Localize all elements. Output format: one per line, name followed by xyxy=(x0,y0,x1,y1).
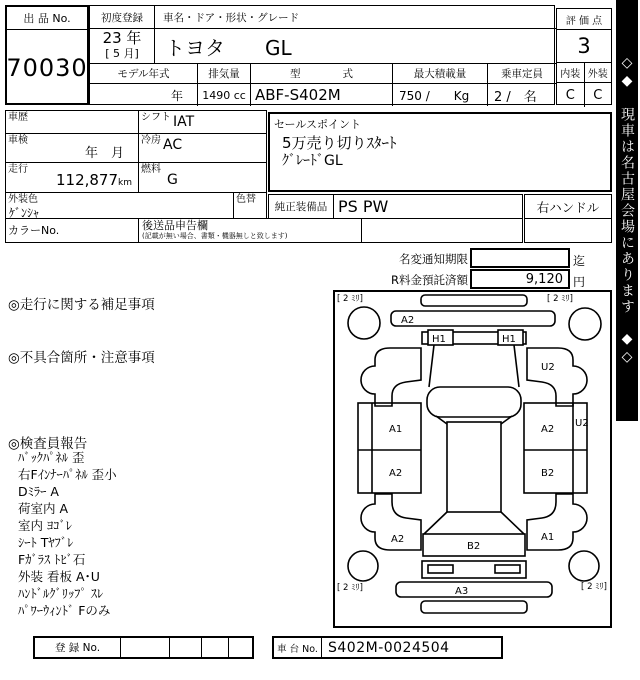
tail-light-left-shape xyxy=(428,565,453,573)
name-change-box xyxy=(470,248,570,268)
color-change-label: 色替 xyxy=(236,194,256,205)
fuel-label: 燃料 xyxy=(141,164,161,175)
ext-color-cell xyxy=(5,192,234,219)
damage-label-door-right-top: A2 xyxy=(541,424,555,435)
inspector-item: 右Fｲﾝﾅｰﾊﾟﾈﾙ 歪小 xyxy=(18,467,117,482)
history-label: 車歴 xyxy=(8,112,28,123)
inspector-item: 外装 看板 A･U xyxy=(18,569,100,584)
name-change-label: 名変通知期限 xyxy=(399,252,468,266)
wheel-front-left-icon xyxy=(348,307,380,339)
front-fender-right-shape xyxy=(527,348,587,406)
damage-label-headlight-left: H1 xyxy=(432,334,446,345)
aircon-cell xyxy=(138,133,267,163)
front-bumper-shape xyxy=(391,311,555,326)
aircon-label: 冷房 xyxy=(141,135,161,146)
reg-no-label: 登 録 No. xyxy=(35,638,121,657)
cargo-bed-shape xyxy=(447,422,501,512)
car-name-value: トヨタ GL xyxy=(165,35,292,60)
damage-label-door-left-bottom: A2 xyxy=(389,468,403,479)
deposit-box: 9,120 xyxy=(470,269,570,289)
sales-point-line2: ｸﾞﾚｰﾄﾞGL xyxy=(282,153,343,169)
exterior-grade: C xyxy=(593,87,603,103)
wheel-front-right-icon xyxy=(569,308,601,340)
inspector-heading: ◎検査員報告 xyxy=(8,436,88,452)
mileage-unit: km xyxy=(118,178,132,188)
windshield-lines xyxy=(429,345,519,387)
damage-label-front-bumper: A2 xyxy=(401,315,415,326)
front-panel-shape xyxy=(421,295,527,306)
tire-note-front-right: [ 2 ﾐﾘ] xyxy=(547,294,573,304)
inspector-item: ﾊﾞｯｸﾊﾟﾈﾙ 歪 xyxy=(18,450,85,465)
damage-label-headlight-right: H1 xyxy=(502,334,516,345)
damage-label-door-right-bottom: B2 xyxy=(541,468,555,479)
deposit-label: R料金預託済額 xyxy=(391,273,468,287)
chassis-no-value: S402M-0024504 xyxy=(328,639,450,656)
inspector-item: ﾊﾟﾜｰｳｨﾝﾄﾞ Fのみ xyxy=(18,603,111,618)
right-panel-block xyxy=(524,403,587,493)
mileage-value: 112,877 xyxy=(55,171,119,189)
mileage-label: 走行 xyxy=(8,164,28,175)
exterior-label: 外装 xyxy=(587,69,608,80)
inspection-label: 車検 xyxy=(8,135,28,146)
equipment-extra-cell xyxy=(361,218,523,243)
name-change-suffix: 迄 xyxy=(573,254,586,268)
inspector-item: 荷室内 A xyxy=(18,501,69,516)
bed-to-rear-lines xyxy=(424,512,524,534)
later-items-cell xyxy=(138,218,362,243)
inspector-item: Fｶﾞﾗｽ ﾄﾋﾞ石 xyxy=(18,552,86,567)
tail-light-right-shape xyxy=(495,565,520,573)
rear-fender-right-shape xyxy=(527,494,587,550)
defects-heading: ◎不具合箇所・注意事項 xyxy=(8,350,155,366)
tire-note-front-left: [ 2 ﾐﾘ] xyxy=(337,294,363,304)
grade-values xyxy=(557,83,611,107)
inspector-item: ﾊﾝﾄﾞﾙｸﾞﾘｯﾌﾟ ｽﾚ xyxy=(18,586,104,601)
tail-bar-shape xyxy=(422,561,526,578)
inspection-value: 年 月 xyxy=(84,146,124,161)
auction-no-label: 出 品 No. xyxy=(7,7,87,30)
driving-notes-heading: ◎走行に関する補足事項 xyxy=(8,297,155,313)
model-code-value: ABF-S402M xyxy=(251,83,393,106)
sales-point-label: セールスポイント xyxy=(274,118,362,131)
max-load-label: 最大積載量 xyxy=(393,63,488,83)
later-items-note: (記載が無い場合、書類・機器無しと致します) xyxy=(142,232,288,240)
tire-note-rear-left: [ 2 ﾐﾘ] xyxy=(337,583,363,593)
ext-color-label: 外装色 xyxy=(8,194,38,205)
first-reg-year: 23 年 xyxy=(102,29,142,47)
fuel-cell xyxy=(138,162,267,193)
damage-label-rear-fender-left: A2 xyxy=(391,534,405,545)
shift-cell xyxy=(138,110,267,134)
first-reg-value xyxy=(90,29,155,63)
damage-label-door-left-top: A1 xyxy=(389,424,403,435)
rear-plate-shape xyxy=(421,601,527,613)
model-code-label: 型 式 xyxy=(251,63,393,83)
cab-roof-shape xyxy=(427,387,521,417)
tire-note-rear-right: [ 2 ﾐﾘ] xyxy=(581,582,607,592)
mileage-cell xyxy=(5,162,139,193)
auction-no-value: 70030 xyxy=(6,54,88,82)
front-fender-left-shape xyxy=(361,348,421,406)
shift-label: シフト xyxy=(141,112,171,123)
rear-bumper-shape xyxy=(396,582,552,597)
venue-banner: ◇◆ 現車は名古屋会場にあります ◆◇ xyxy=(616,0,638,421)
damage-label-rear-bumper: A3 xyxy=(455,586,469,597)
inspector-report-list xyxy=(18,449,318,619)
handle-cell: 右ハンドル xyxy=(524,194,612,219)
wheel-rear-right-icon xyxy=(569,551,599,581)
max-load-value: 750 / Kg xyxy=(393,83,488,106)
inspector-item: Dﾐﾗｰ A xyxy=(18,484,59,499)
grade-labels xyxy=(557,62,611,83)
inspection-cell xyxy=(5,133,139,163)
inspector-item: ｼｰﾄ Tﾔﾌﾞﾚ xyxy=(18,535,74,550)
damage-label-rear-fender-right: A1 xyxy=(541,532,555,543)
vehicle-diagram-box xyxy=(333,290,612,628)
inspector-item: 室内 ﾖｺﾞﾚ xyxy=(18,518,72,533)
auction-no-box xyxy=(5,5,89,105)
deposit-unit: 円 xyxy=(573,275,586,289)
chassis-no-label: 車 台 No. xyxy=(274,638,322,657)
history-cell xyxy=(5,110,139,134)
displacement-value: 1490 cc xyxy=(198,83,251,106)
color-no-cell xyxy=(5,218,139,243)
wheel-rear-left-icon xyxy=(348,551,378,581)
model-year-label: モデル年式 xyxy=(90,63,198,83)
damage-label-rear-panel: B2 xyxy=(467,541,481,552)
sales-point-line1: 5万売り切りｽﾀｰﾄ xyxy=(282,134,397,152)
chassis-no-table xyxy=(272,636,503,659)
left-panel-block xyxy=(358,403,421,493)
car-name-label: 車名・ドア・形状・グレード xyxy=(155,6,556,29)
interior-label: 内装 xyxy=(557,63,585,82)
model-year-value: 年 xyxy=(90,83,198,106)
shift-value: IAT xyxy=(173,114,195,130)
score-box xyxy=(556,8,612,105)
fuel-value: G xyxy=(167,172,178,188)
reg-no-table xyxy=(33,636,254,659)
equipment-value: PS PW xyxy=(333,194,523,219)
color-no-label: カラーNo. xyxy=(8,224,60,237)
equipment-label: 純正装備品 xyxy=(268,194,334,219)
capacity-value: 2 / 名 xyxy=(488,83,556,106)
interior-grade: C xyxy=(557,83,585,107)
vehicle-top-view-diagram xyxy=(335,292,610,626)
header-table xyxy=(89,5,555,105)
score-label: 評 価 点 xyxy=(557,9,611,30)
capacity-label: 乗車定員 xyxy=(488,63,556,83)
color-change-cell xyxy=(233,192,267,219)
aircon-value: AC xyxy=(163,137,183,153)
handle-extra-cell xyxy=(524,218,612,243)
damage-label-front-fender-right: U2 xyxy=(541,362,555,373)
sales-point-box xyxy=(268,112,612,192)
first-reg-month: [ 5 月] xyxy=(105,47,139,60)
first-reg-label: 初度登録 xyxy=(90,6,155,29)
damage-label-side-right: U2 xyxy=(575,418,589,429)
ext-color-value: ｹﾞﾝｼｬ xyxy=(9,206,40,220)
later-items-label: 後送品申告欄 xyxy=(142,219,208,232)
score-value: 3 xyxy=(577,34,591,58)
displacement-label: 排気量 xyxy=(198,63,251,83)
